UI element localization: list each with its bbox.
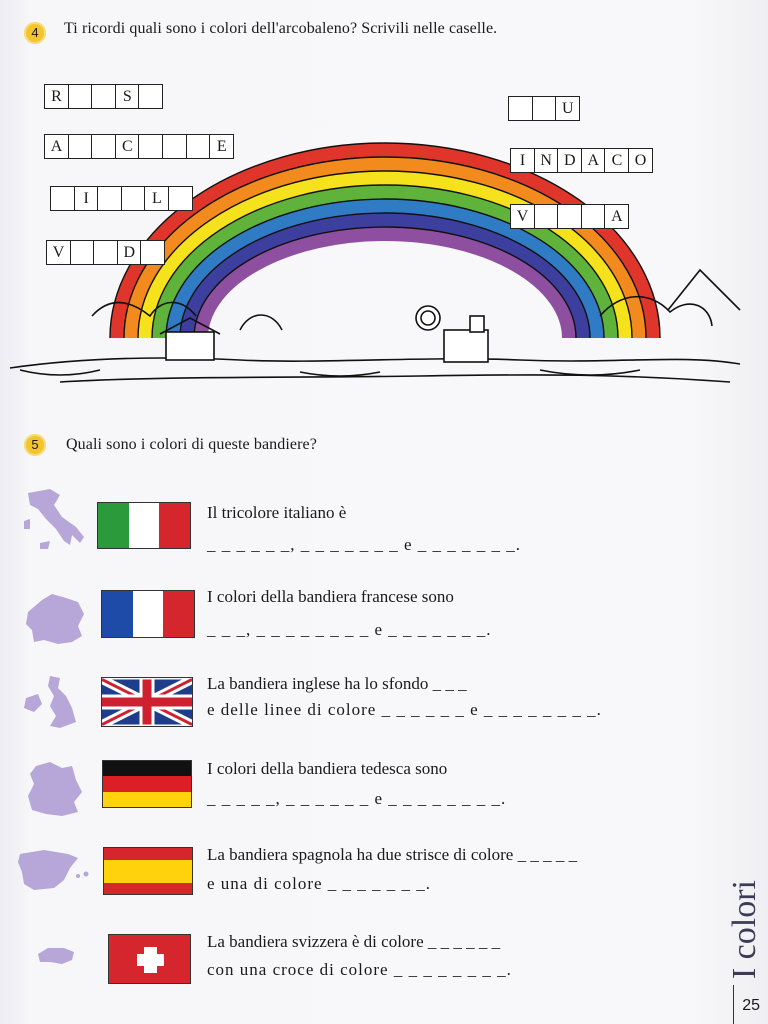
page-number: 25 [742,997,760,1014]
letter-cell[interactable]: N [534,148,559,173]
letter-cell[interactable] [70,240,95,265]
france-map-icon [22,590,92,650]
letter-cell[interactable] [557,204,582,229]
germany-map-icon [22,760,86,818]
letter-cell[interactable]: A [604,204,629,229]
letter-cell[interactable] [50,186,75,211]
letter-cell[interactable] [91,84,116,109]
letter-cell[interactable] [508,96,533,121]
chapter-side-title: I colori [726,880,763,980]
letter-cell[interactable] [138,84,163,109]
germany-question: I colori della bandiera tedesca sono [207,759,448,778]
grid-yellow [50,186,193,211]
letter-cell[interactable]: V [510,204,535,229]
france-answer-blanks[interactable]: _ _ _, _ _ _ _ _ _ _ _ e _ _ _ _ _ _ _. [207,620,492,639]
uk-answer-blanks[interactable]: e delle linee di colore _ _ _ _ _ _ e _ _ _ _ _ _ _ _. [207,700,602,719]
grid-blue [508,96,580,121]
letter-cell[interactable]: D [117,240,142,265]
spain-answer-blanks[interactable]: e una di colore _ _ _ _ _ _ _. [207,874,432,893]
uk-question[interactable]: La bandiera inglese ha lo sfondo _ _ _ [207,674,467,693]
letter-cell[interactable]: L [144,186,169,211]
spain-map-icon [14,846,94,896]
letter-cell[interactable] [68,84,93,109]
germany-flag [102,760,192,808]
switzerland-flag [108,934,191,984]
france-flag [101,590,195,638]
italy-question: Il tricolore italiano è [207,503,347,522]
spain-question[interactable]: La bandiera spagnola ha due strisce di colore _ _ _ _ _ [207,845,578,864]
letter-cell[interactable] [162,134,187,159]
grid-red [44,84,163,109]
letter-cell[interactable] [68,134,93,159]
exercise-5-question: Quali sono i colori di queste bandiere? [66,436,317,453]
letter-cell[interactable] [581,204,606,229]
exercise-5-badge: 5 [24,434,46,456]
exercise-4-badge: 4 [24,22,46,44]
exercise-4-question: Ti ricordi quali sono i colori dell'arcobaleno? Scrivili nelle caselle. [64,20,498,37]
letter-cell[interactable]: A [581,148,606,173]
letter-cell[interactable]: I [510,148,535,173]
letter-cell[interactable]: R [44,84,69,109]
letter-cell[interactable] [97,186,122,211]
letter-cell[interactable]: V [46,240,71,265]
letter-cell[interactable] [534,204,559,229]
letter-cell[interactable] [91,134,116,159]
uk-flag [101,677,193,727]
italy-map-icon [20,485,90,560]
page-number-divider [733,985,734,1024]
letter-cell[interactable] [186,134,211,159]
letter-cell[interactable] [121,186,146,211]
grid-violet [510,204,629,229]
letter-cell[interactable] [140,240,165,265]
letter-cell[interactable]: D [557,148,582,173]
italy-flag [97,502,191,549]
letter-cell[interactable] [138,134,163,159]
spain-flag [103,847,193,895]
letter-cell[interactable] [532,96,557,121]
france-question: I colori della bandiera francese sono [207,587,454,606]
italy-answer-blanks[interactable]: _ _ _ _ _ _, _ _ _ _ _ _ _ e _ _ _ _ _ _ _. [207,535,522,554]
letter-cell[interactable] [168,186,193,211]
letter-cell[interactable]: E [209,134,234,159]
uk-map-icon [20,672,90,732]
letter-cell[interactable]: S [115,84,140,109]
letter-cell[interactable]: C [115,134,140,159]
germany-answer-blanks[interactable]: _ _ _ _ _, _ _ _ _ _ _ e _ _ _ _ _ _ _ _. [207,789,507,808]
letter-cell[interactable]: I [74,186,99,211]
grid-indigo [510,148,653,173]
letter-cell[interactable]: C [604,148,629,173]
letter-cell[interactable]: O [628,148,653,173]
letter-cell[interactable]: U [555,96,580,121]
switzerland-map-icon [34,944,78,968]
grid-green [46,240,165,265]
letter-cell[interactable]: A [44,134,69,159]
grid-orange [44,134,234,159]
switzerland-question[interactable]: La bandiera svizzera è di colore _ _ _ _ _ _ [207,932,501,951]
letter-cell[interactable] [93,240,118,265]
switzerland-answer-blanks[interactable]: con una croce di colore _ _ _ _ _ _ _ _. [207,960,512,979]
